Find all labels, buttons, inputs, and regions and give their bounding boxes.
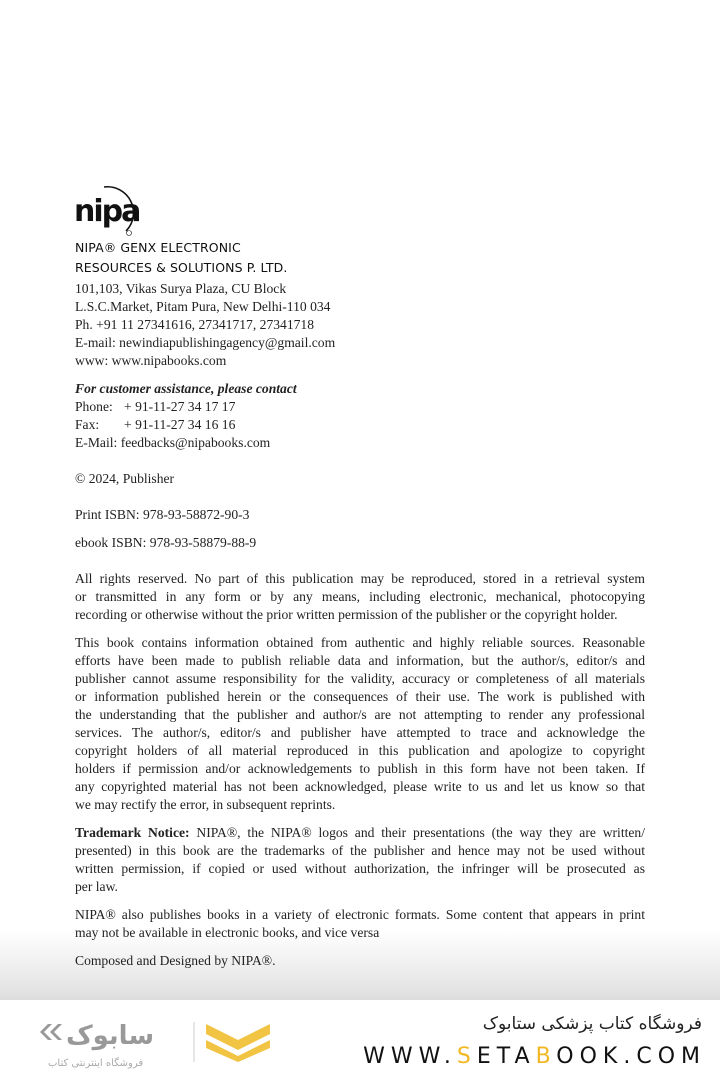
text-line: copyright holders of all material reproduced in this publication and apologize to copyright — [75, 743, 645, 758]
email-line: E-mail: newindiapublishingagency@gmail.com — [75, 335, 336, 350]
url-part: WWW. — [363, 1044, 457, 1069]
text-line: NIPA® also publishes books in a variety of electronic formats. Some content that appears in print — [75, 907, 645, 922]
text-line: publisher cannot assume responsibility for the validity, accuracy or completeness of all materials — [75, 671, 645, 686]
text-line: written permission, if copied or used without authorization, the infringer will be prosecuted as — [75, 861, 645, 876]
email-label: E-Mail: — [75, 435, 118, 450]
assistance-block — [75, 380, 297, 452]
copyright: © 2024, Publisher — [75, 471, 175, 486]
notice-label: Trademark Notice: — [75, 825, 190, 840]
text-line: recording or otherwise without the prior written permission of the publisher or the copyright holder. — [75, 607, 618, 622]
brand-tagline: فروشگاه اینترنتی کتاب — [48, 1058, 144, 1069]
url-part: ETA — [476, 1044, 536, 1069]
company-line-2: RESOURCES & SOLUTIONS P. LTD. — [75, 260, 288, 275]
phone-line: Ph. +91 11 27341616, 27341717, 27341718 — [75, 317, 315, 332]
text-line: or transmitted in any form or by any means, including electronic, mechanical, photocopying — [75, 589, 645, 604]
store-url[interactable] — [363, 1044, 706, 1069]
disclaimer-paragraph — [75, 634, 645, 814]
setabook-logo — [36, 1018, 276, 1062]
text-line: we may rectify the error, in subsequent reprints. — [75, 797, 336, 812]
company-name — [75, 238, 287, 278]
company-line-1: NIPA® GENX ELECTRONIC — [75, 240, 241, 255]
text-line: efforts have been made to publish reliable data and information, but the author/s, editor/s and — [75, 653, 645, 668]
trademark-paragraph — [75, 824, 645, 896]
text-line: Trademark Notice: NIPA®, the NIPA® logos and their presentations (the way they are written/ — [75, 825, 645, 840]
text-line: All rights reserved. No part of this publication may be reproduced, stored in a retrieval system — [75, 571, 645, 586]
url-part: OOK.COM — [556, 1044, 706, 1069]
address-block — [75, 280, 335, 370]
fax-label: Fax: — [75, 417, 100, 432]
brand-logo-text: سابوک — [66, 1021, 155, 1051]
text-line: or information published herein or the consequences of their use. The work is published with — [75, 689, 645, 704]
store-title: فروشگاه کتاب پزشکی ستابوک — [482, 1014, 702, 1034]
text-line: the understanding that the publisher and author/s are not attempting to render any professional — [75, 707, 645, 722]
text-line: per law. — [75, 879, 118, 894]
store-footer-banner — [0, 1000, 720, 1080]
svg-text:nipa: nipa — [74, 194, 140, 229]
url-part-highlight: B — [535, 1044, 557, 1069]
formats-paragraph — [75, 906, 645, 942]
text-line: services. The author/s, editor/s and publisher have attempted to trace and acknowledge the — [75, 725, 645, 740]
ebook-isbn: ebook ISBN: 978-93-58879-88-9 — [75, 535, 257, 550]
rights-paragraph — [75, 570, 645, 624]
text-line: holders if permission and/or acknowledgements to publish in this form have not been taken. If — [75, 761, 645, 776]
text-line: This book contains information obtained from authentic and highly reliable sources. Reasonable — [75, 635, 645, 650]
nipa-logo — [74, 183, 140, 241]
composed-paragraph — [75, 952, 645, 970]
text-line: any copyrighted material has not been acknowledged, please write to us and let us know so that — [75, 779, 645, 794]
text-line: may not be available in electronic books, and vice versa — [75, 925, 380, 940]
address-line: 101,103, Vikas Surya Plaza, CU Block — [75, 281, 287, 296]
text-line: Composed and Designed by NIPA®. — [75, 953, 276, 968]
email-value: feedbacks@nipabooks.com — [120, 435, 271, 450]
phone-label: Phone: — [75, 399, 113, 414]
text-line: presented) in this book are the trademarks of the publisher and hence may not be used without — [75, 843, 645, 858]
print-isbn: Print ISBN: 978-93-58872-90-3 — [75, 507, 250, 522]
assistance-heading: For customer assistance, please contact — [75, 381, 297, 396]
url-part-highlight: S — [456, 1044, 477, 1069]
address-line: L.S.C.Market, Pitam Pura, New Delhi-110 034 — [75, 299, 331, 314]
phone-value: + 91-11-27 34 17 17 — [124, 399, 236, 414]
website-line: www: www.nipabooks.com — [75, 353, 227, 368]
fax-value: + 91-11-27 34 16 16 — [124, 417, 236, 432]
